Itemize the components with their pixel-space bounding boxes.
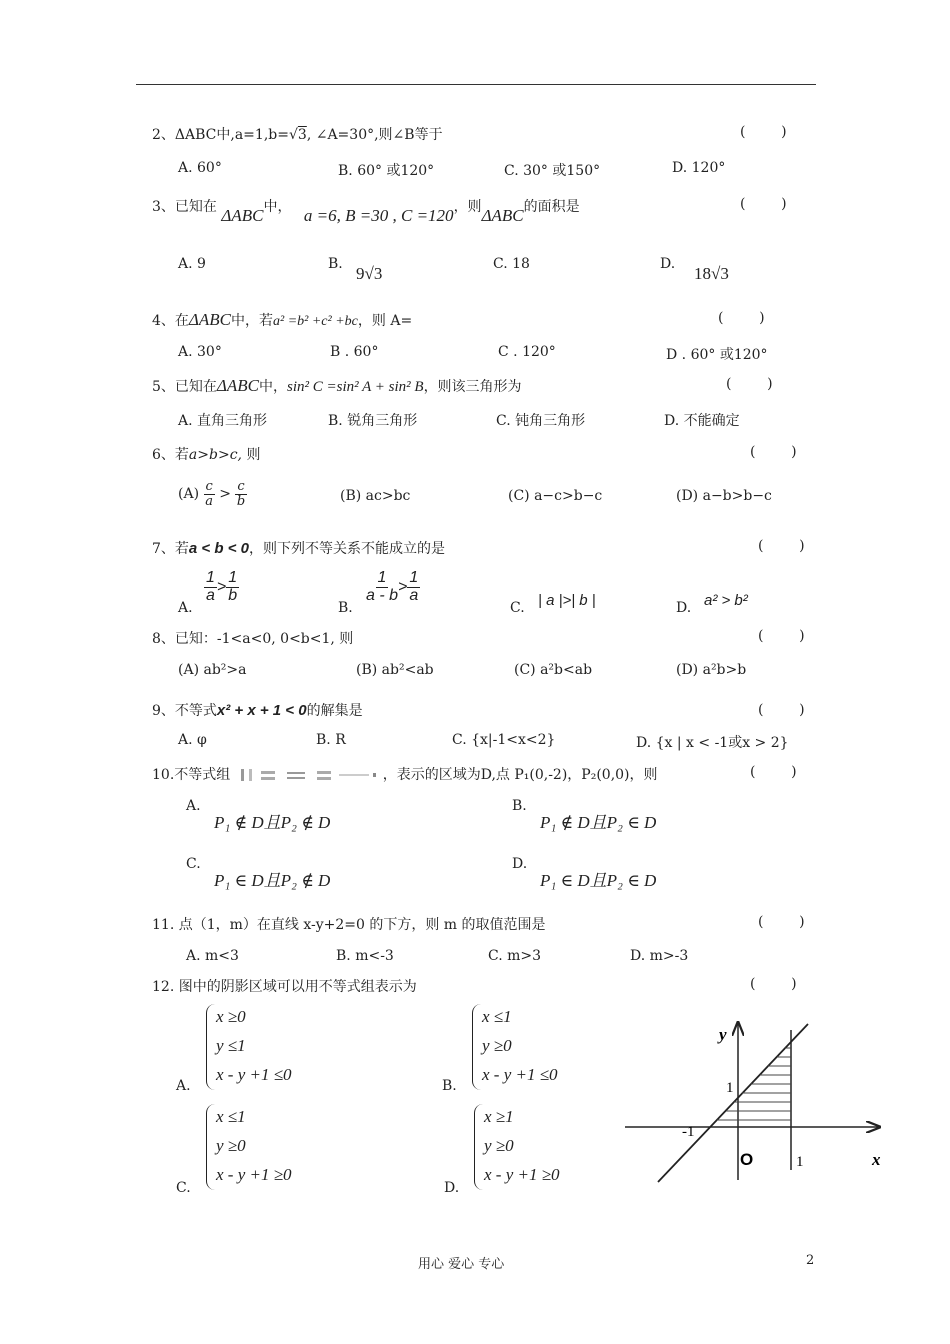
question-4	[152, 310, 412, 330]
system-line: x ≤1	[216, 1107, 246, 1126]
q12-option-d	[484, 1102, 560, 1189]
system-line: y ≥0	[216, 1136, 246, 1155]
frac-denominator: a	[409, 586, 419, 604]
q12-option-a-label: A.	[176, 1078, 191, 1094]
q6-gt: >	[219, 486, 231, 503]
answer-paren-q5: ( )	[726, 376, 773, 392]
q4-option-d: D . 60° 或120°	[666, 347, 768, 363]
q7-option-a-label: A.	[178, 600, 193, 616]
q10-option-d-label: D.	[512, 856, 528, 872]
q3-after: ，则	[453, 199, 482, 215]
question-2	[152, 124, 443, 144]
q7-gt: >	[216, 578, 227, 596]
system-line: x ≥1	[484, 1107, 514, 1126]
q9-option-c: C. {x|-1<x<2}	[452, 732, 556, 748]
q9-tail: 的解集是	[306, 703, 363, 719]
q8-option-b: (B) ab²<ab	[356, 662, 434, 678]
q7-a-frac-1	[204, 570, 217, 605]
q3-option-a: A. 9	[178, 256, 206, 272]
q10-option-b: P₁ ∉ D且P₂ ∈ D	[540, 813, 657, 832]
q5-option-a: A. 直角三角形	[178, 413, 268, 429]
frac-denominator: b	[236, 493, 246, 509]
q9-prefix: 9、不等式	[152, 703, 217, 719]
q12-option-c-label: C.	[176, 1180, 191, 1196]
q3-option-b: B.	[328, 256, 343, 272]
q10-option-b-label: B.	[512, 798, 527, 814]
system-line: x - y +1 ≥0	[216, 1165, 292, 1184]
answer-paren-q8: ( )	[758, 628, 805, 644]
q2-option-c: C. 30° 或150°	[504, 163, 601, 179]
q11-option-c: C. m>3	[488, 948, 542, 964]
q7-prefix: 7、若	[152, 541, 189, 557]
q2-sqrt-arg: 3	[297, 127, 307, 143]
q6-frac-2	[235, 480, 246, 508]
tick-y-1: 1	[726, 1080, 734, 1096]
q3-option-c: C. 18	[493, 256, 530, 272]
q6-option-a-label: (A)	[178, 486, 200, 503]
answer-paren-q3: ( )	[740, 196, 787, 212]
q10-option-d: P₁ ∈ D且P₂ ∈ D	[540, 871, 657, 890]
q5-condition: sin² C =sin² A + sin² B	[287, 379, 424, 395]
system-line: x - y +1 ≤0	[482, 1065, 558, 1084]
question-6	[152, 444, 260, 464]
system-line: x - y +1 ≤0	[216, 1065, 292, 1084]
q8-option-c: (C) a²b<ab	[514, 662, 593, 678]
q12-option-c	[216, 1102, 292, 1189]
q4-tail: ，则 A=	[357, 313, 413, 329]
q4-option-a: A. 30°	[178, 344, 222, 360]
q7-tail: ，则下列不等关系不能成立的是	[248, 541, 445, 557]
x-axis-label: x	[872, 1150, 881, 1169]
q5-option-c: C. 钝角三角形	[496, 413, 586, 429]
q12-option-a	[216, 1002, 292, 1089]
q5-tail: ，则该三角形为	[423, 379, 522, 395]
q6-tail: 则	[246, 447, 261, 463]
q11-option-b: B. m<-3	[336, 948, 394, 964]
q3-condition: a =6, B =30 , C =120	[303, 206, 454, 225]
frac-numerator: 1	[409, 569, 419, 586]
q7-option-c: | a |>| b |	[538, 592, 596, 609]
q4-option-b: B . 60°	[330, 344, 379, 360]
answer-paren-q2: ( )	[740, 124, 787, 140]
frac-numerator: c	[237, 479, 245, 494]
q6-option-d: (D) a−b>b−c	[676, 488, 772, 504]
frac-numerator: 1	[377, 569, 387, 586]
q3-triangle-2: ΔABC	[481, 206, 524, 225]
q8-option-d: (D) a²b>b	[676, 662, 747, 678]
q12-option-b	[482, 1002, 558, 1089]
q10-prefix: 10.不等式组	[152, 767, 231, 783]
q2-option-d: D. 120°	[672, 160, 726, 176]
q10-option-a-label: A.	[186, 798, 201, 814]
q9-option-b: B. R	[316, 732, 346, 748]
question-9	[152, 700, 363, 720]
answer-paren-q10: ( )	[750, 764, 797, 780]
system-line: y ≥0	[484, 1136, 514, 1155]
question-12: 12. 图中的阴影区域可以用不等式组表示为	[152, 979, 417, 995]
q10-option-c-label: C.	[186, 856, 201, 872]
answer-paren-q9: ( )	[758, 702, 805, 718]
q4-triangle: ΔABC	[188, 310, 232, 329]
q2-option-b: B. 60° 或120°	[338, 163, 435, 179]
question-8: 8、已知：-1<a<0, 0<b<1, 则	[152, 631, 354, 647]
q10-option-a: P₁ ∉ D且P₂ ∉ D	[214, 813, 331, 832]
footer-text: 用心 爱心 专心	[418, 1257, 505, 1272]
frac-numerator: 1	[228, 569, 238, 586]
q6-frac-1	[204, 480, 215, 508]
q3-option-b-value: 9√3	[356, 264, 383, 283]
page-number: 2	[806, 1253, 815, 1268]
q9-option-d: D. {x | x < -1或x > 2}	[636, 735, 789, 751]
q11-option-d: D. m>-3	[630, 948, 689, 964]
y-axis-label: y	[719, 1025, 727, 1044]
system-line: x ≥0	[216, 1007, 246, 1026]
question-7	[152, 538, 445, 558]
header-rule	[136, 84, 816, 85]
q3-option-d-value: 18√3	[694, 264, 729, 283]
q10-tail: ，表示的区域为D,点 P₁(0,-2)，P₂(0,0)，则	[382, 767, 658, 783]
question-10	[152, 764, 658, 784]
q12-option-d-label: D.	[444, 1180, 460, 1196]
q7-gt: >	[398, 578, 408, 596]
q10-option-c: P₁ ∈ D且P₂ ∉ D	[214, 871, 331, 890]
q4-mid: 中，若	[231, 313, 274, 329]
q6-prefix: 6、若	[152, 447, 189, 463]
answer-paren-q11: ( )	[758, 914, 805, 930]
q3-tail: 的面积是	[523, 199, 580, 215]
system-line: y ≤1	[216, 1036, 246, 1055]
q4-condition: a² =b² +c² +bc	[273, 314, 358, 329]
q2-prefix: 2、ΔABC中,a=1,b=	[152, 127, 289, 143]
q7-option-a	[204, 570, 239, 605]
origin-label: O	[740, 1150, 754, 1169]
frac-numerator: c	[205, 479, 213, 494]
q12-region-graph	[620, 1020, 890, 1200]
q6-option-b: (B) ac>bc	[340, 488, 411, 504]
q7-b-frac-1	[366, 570, 398, 605]
q5-option-b: B. 锐角三角形	[328, 413, 418, 429]
q10-inequality-graphic	[235, 767, 383, 783]
q6-condition: a>b>c,	[188, 447, 242, 463]
tick-x-1: 1	[796, 1154, 804, 1170]
answer-paren-q7: ( )	[758, 538, 805, 554]
q4-option-c: C . 120°	[498, 344, 556, 360]
frac-denominator: a - b	[366, 586, 399, 604]
frac-denominator: a	[206, 586, 215, 604]
q9-condition: x² + x + 1 < 0	[216, 702, 307, 719]
q3-prefix: 3、已知在	[152, 199, 217, 215]
frac-numerator: 1	[206, 569, 215, 586]
q3-triangle: ΔABC	[221, 206, 264, 225]
q7-condition: a < b < 0	[188, 540, 249, 557]
q9-option-a: A. φ	[178, 732, 207, 748]
q7-a-frac-2	[226, 570, 239, 605]
system-line: y ≥0	[482, 1036, 512, 1055]
q7-option-d-label: D.	[676, 600, 692, 616]
question-5	[152, 376, 522, 396]
q5-option-d: D. 不能确定	[664, 413, 740, 429]
q7-option-b-label: B.	[338, 600, 353, 616]
answer-paren-q12: ( )	[750, 976, 797, 992]
q3-mid: 中，	[263, 199, 292, 215]
frac-denominator: b	[228, 586, 238, 604]
answer-paren-q6: ( )	[750, 444, 797, 460]
question-11: 11. 点（1，m）在直线 x-y+2=0 的下方，则 m 的取值范围是	[152, 917, 546, 933]
answer-paren-q4: ( )	[718, 310, 765, 326]
q3-option-d: D.	[660, 256, 676, 272]
q5-prefix: 5、已知在	[152, 379, 217, 395]
q7-option-d: a² > b²	[704, 592, 748, 609]
q2-suffix: , ∠A=30°,则∠B等于	[306, 127, 443, 143]
q5-triangle: ΔABC	[216, 376, 260, 395]
q8-option-a: (A) ab²>a	[178, 662, 247, 678]
question-3	[152, 196, 580, 225]
q11-option-a: A. m<3	[186, 948, 239, 964]
q5-mid: 中，	[259, 379, 288, 395]
system-line: x - y +1 ≥0	[484, 1165, 560, 1184]
frac-denominator: a	[205, 493, 214, 509]
system-line: x ≤1	[482, 1007, 512, 1026]
q2-option-a: A. 60°	[178, 160, 222, 176]
q6-option-a	[178, 480, 247, 508]
q7-option-c-label: C.	[510, 600, 525, 616]
q4-prefix: 4、在	[152, 313, 189, 329]
q6-option-c: (C) a−c>b−c	[508, 488, 603, 504]
q12-option-b-label: B.	[442, 1078, 457, 1094]
tick-x-minus-1: -1	[682, 1124, 695, 1140]
q7-option-b	[366, 570, 420, 605]
q7-b-frac-2	[407, 570, 420, 605]
q10-garbled-image	[235, 767, 383, 783]
sqrt-symbol: √	[288, 127, 298, 143]
